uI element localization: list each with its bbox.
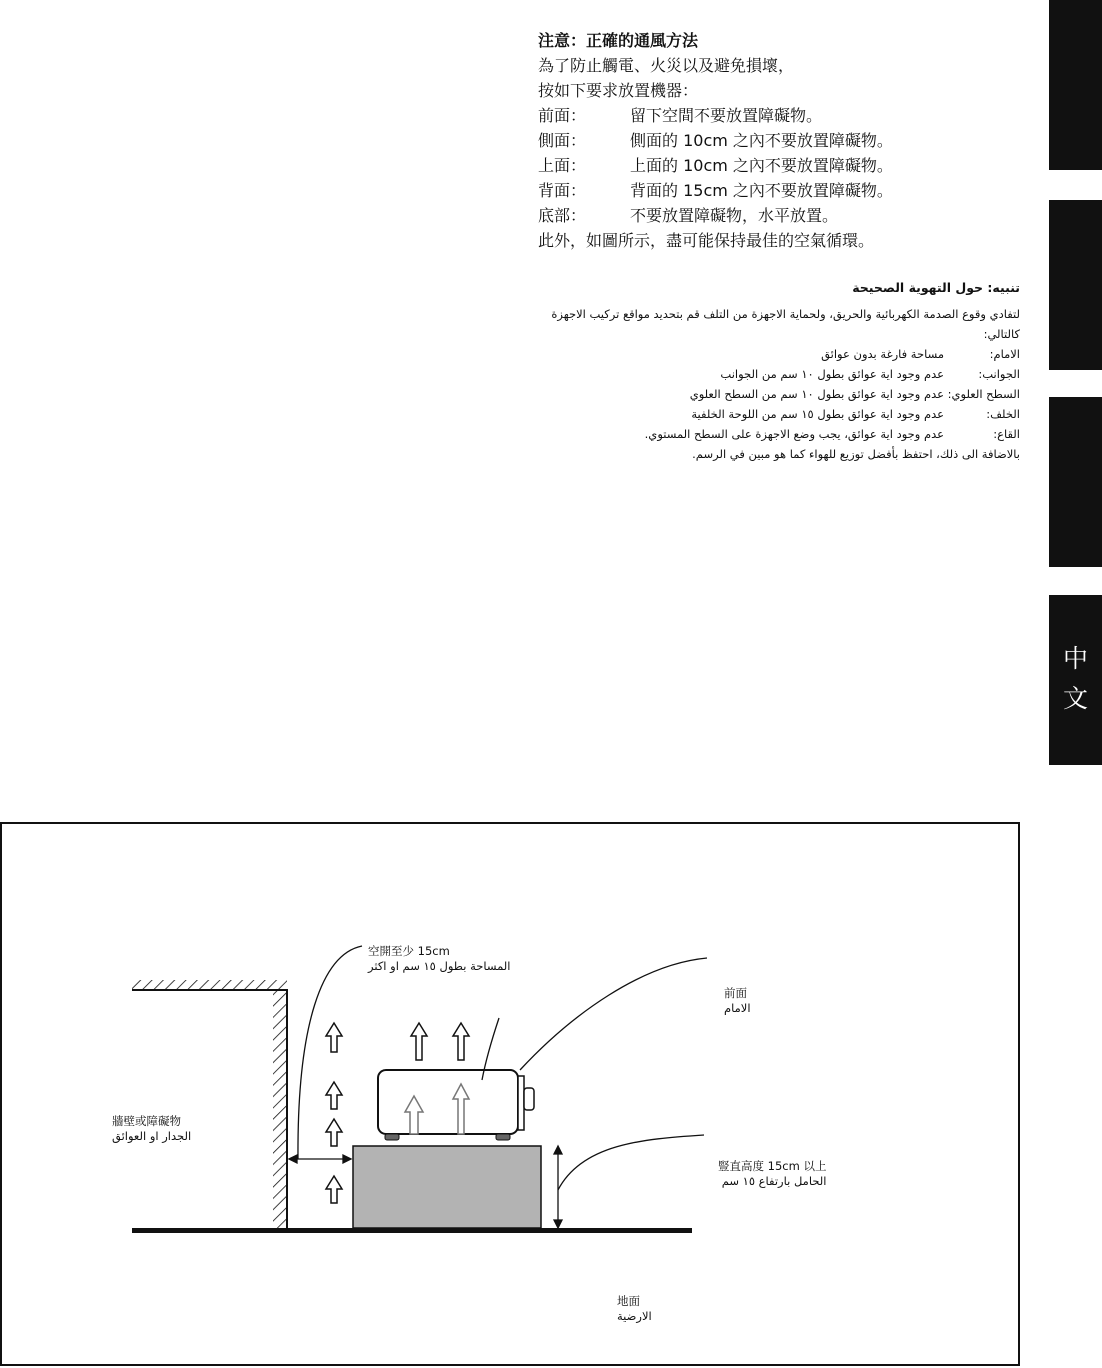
- language-tab-3: [1049, 397, 1102, 567]
- chinese-ventilation-notice: [538, 28, 893, 253]
- arabic-closing: بالاضافة الى ذلك، احتفظ بأفضل توزيع للهواء كما هو مبين في الرسم.: [692, 447, 1020, 461]
- label-height: 豎直高度 15cm 以上 الحامل بارتفاع ١٥ سم: [718, 1159, 827, 1188]
- chinese-closing: 此外，如圖所示，盡可能保持最佳的空氣循環。: [538, 231, 875, 250]
- wall: [132, 980, 287, 1230]
- language-tab-label: 中 文: [1062, 644, 1088, 713]
- arabic-row-front: الامام: مساحة فارغة بدون عوائق: [821, 347, 1020, 361]
- stand-block: [353, 1146, 541, 1228]
- label-floor: 地面 الارضية: [617, 1294, 652, 1323]
- language-tab-1: [1049, 0, 1102, 170]
- receiver-front-panel: [518, 1076, 524, 1130]
- receiver-foot-right: [496, 1134, 510, 1140]
- height-arrow-head-top: [554, 1146, 562, 1154]
- leader-front: [520, 958, 707, 1070]
- receiver-knob: [524, 1088, 534, 1110]
- receiver-foot-left: [385, 1134, 399, 1140]
- airflow-arrow: [326, 1023, 342, 1052]
- chinese-row-bottom: 底部： 不要放置障礙物，水平放置。: [538, 206, 839, 225]
- arabic-row-back: الخلف: عدم وجود اية عوائق بطول ١٥ سم من اللوحة الخلفية: [691, 407, 1020, 421]
- leader-height: [558, 1135, 704, 1190]
- label-wall: 牆壁或障礙物 الجدار او العوائق: [112, 1114, 192, 1143]
- chinese-row-side: 側面： 側面的 10cm 之內不要放置障礙物。: [538, 131, 893, 150]
- arabic-ventilation-notice: [530, 278, 1020, 464]
- receiver-body: [378, 1070, 518, 1134]
- label-space: 空開至少 15cm المساحة بطول ١٥ سم او اكثر: [368, 944, 511, 973]
- chinese-intro-1: 為了防止觸電、火災以及避免損壞，: [538, 56, 795, 75]
- language-tab-2: [1049, 200, 1102, 370]
- wall-outline: [132, 990, 287, 1230]
- arabic-row-bottom: القاع: عدم وجود اية عوائق، يجب وضع الاجهزة على السطح المستوي.: [644, 427, 1020, 441]
- wall-top-hatching: [132, 980, 287, 990]
- chinese-intro-2: 按如下要求放置機器：: [538, 81, 699, 100]
- label-front: 前面 الامام: [724, 986, 751, 1015]
- clearance-arrow-head-right: [343, 1155, 351, 1163]
- chinese-row-back: 背面： 背面的 15cm 之內不要放置障礙物。: [538, 181, 893, 200]
- receiver-unit: [378, 1070, 534, 1140]
- ventilation-diagram: [0, 822, 1020, 1366]
- wall-side-hatching: [273, 990, 287, 1230]
- height-arrow: [554, 1146, 562, 1228]
- airflow-arrow: [326, 1119, 342, 1146]
- chinese-row-top: 上面： 上面的 10cm 之內不要放置障礙物。: [538, 156, 893, 175]
- chinese-row-front: 前面： 留下空間不要放置障礙物。: [538, 106, 823, 125]
- arabic-intro: لتفادي وقوع الصدمة الكهربائية والحريق، ولحماية الاجهزة من التلف قم بتحديد مواقع تركيب الاجهزة كالتالي:: [551, 307, 1020, 341]
- airflow-arrow: [411, 1023, 427, 1060]
- chinese-title: 注意：正確的通風方法: [538, 31, 699, 50]
- airflow-arrow: [326, 1176, 342, 1203]
- height-arrow-head-bottom: [554, 1220, 562, 1228]
- airflow-arrow: [326, 1082, 342, 1109]
- arabic-title: تنبيه: حول التهوية الصحيحة: [852, 280, 1020, 295]
- arabic-row-top: السطح العلوي: عدم وجود اية عوائق بطول ١٠ سم من السطح العلوي: [689, 387, 1020, 401]
- airflow-arrow: [453, 1023, 469, 1060]
- clearance-arrow-head-left: [289, 1155, 297, 1163]
- diagram-drawing: [2, 824, 1018, 1364]
- arabic-row-side: الجوانب: عدم وجود اية عوائق بطول ١٠ سم من الجوانب: [720, 367, 1020, 381]
- language-tab-chinese: [1049, 595, 1102, 765]
